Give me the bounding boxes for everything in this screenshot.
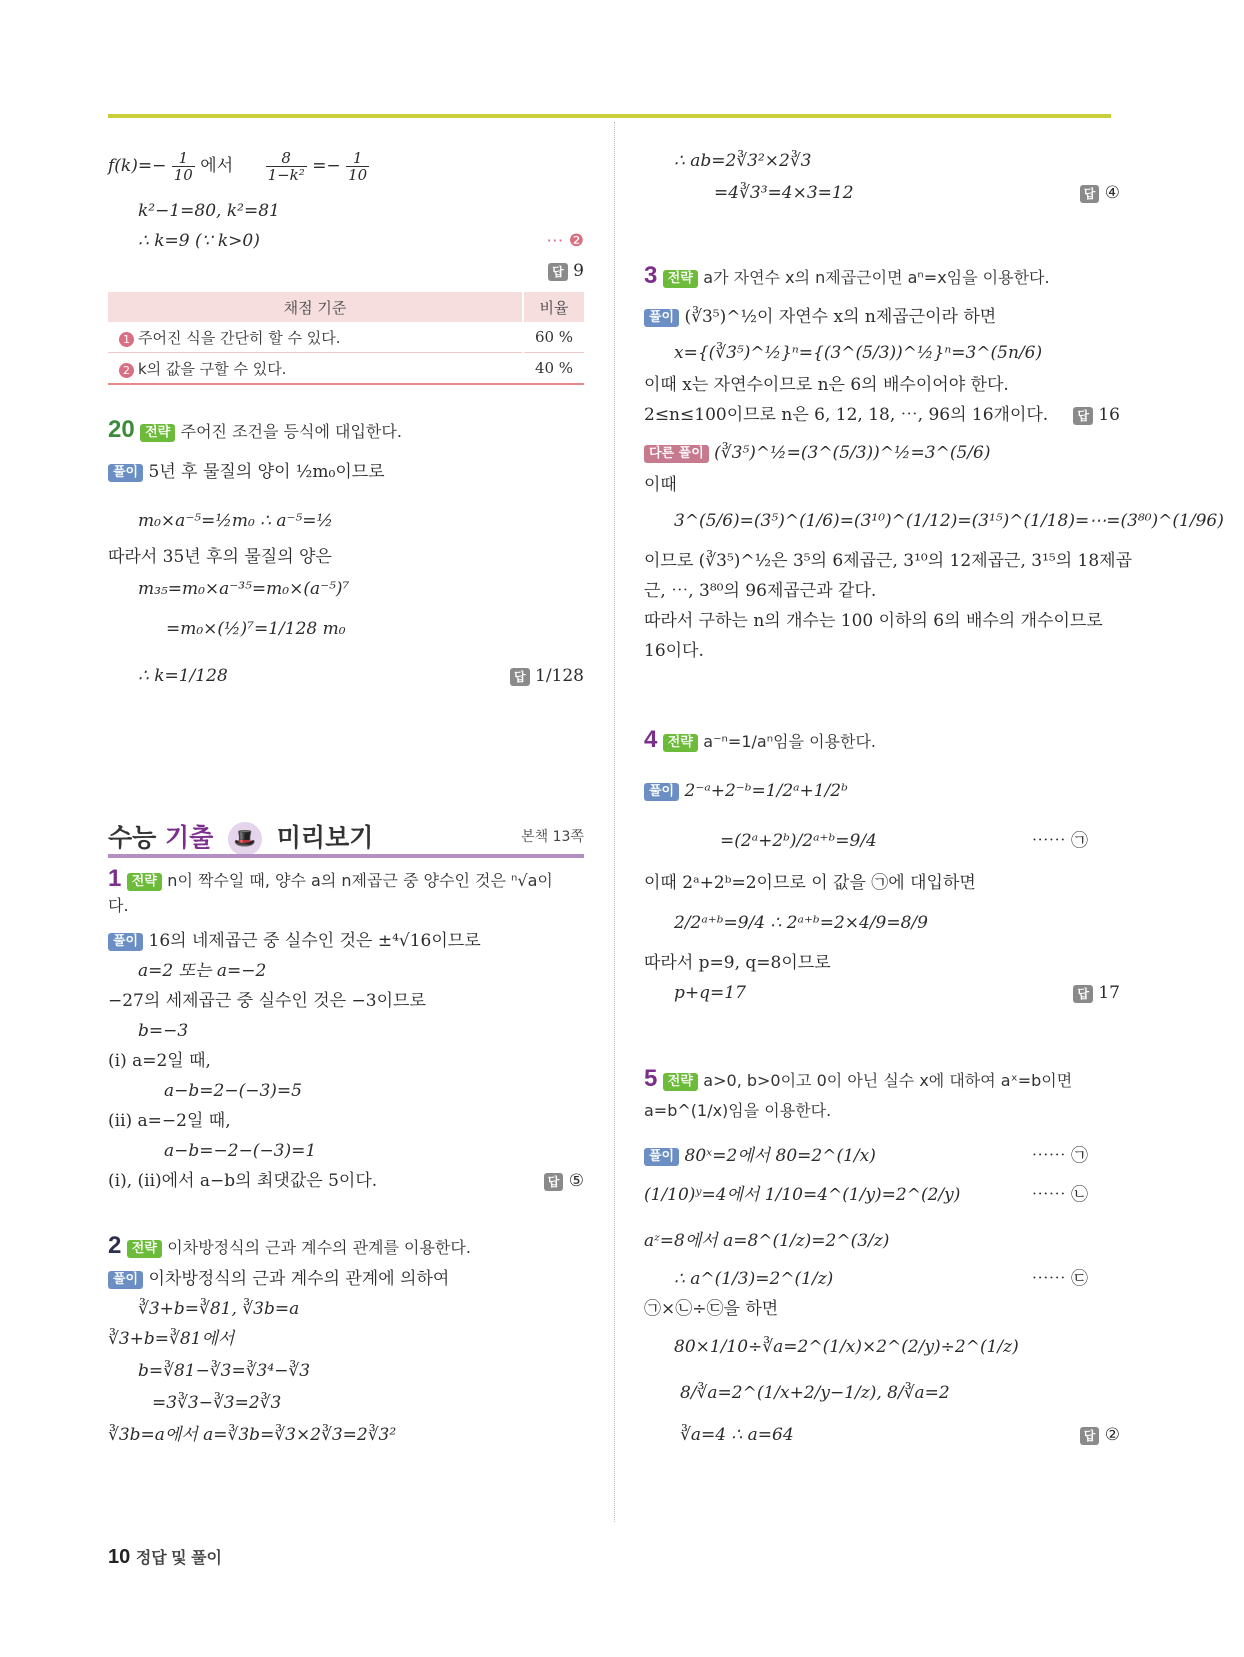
q5-line-5: ㉠×㉡÷㉢을 하면: [644, 1299, 779, 1319]
answer-20: 답 1/128: [510, 665, 584, 687]
page-footer: [108, 1545, 222, 1569]
question-20-header: 20 전략 주어진 조건을 등식에 대입한다.: [108, 416, 402, 443]
fraction: $\frac{1}{10}$: [348, 149, 368, 184]
q2-solution-1: 풀이 이차방정식의 근과 계수의 관계에 의하여: [108, 1268, 449, 1290]
q3-line-3: 이때 x는 자연수이므로 n은 6의 배수이어야 한다.: [644, 375, 1009, 395]
q1-line-2: a=2 또는 a=−2: [138, 961, 267, 981]
q4-line-4: 2/2ᵃ⁺ᵇ=9/4 ∴ 2ᵃ⁺ᵇ=2×4/9=8/9: [674, 913, 928, 933]
q2-line-5: =3∛3−∛3=2∛3: [152, 1393, 282, 1413]
q3-alt-7: 16이다.: [644, 641, 704, 661]
q1-line-7: (ii) a=−2일 때,: [108, 1111, 231, 1131]
answer-4: 답 17: [1073, 982, 1120, 1004]
top-rule: [108, 114, 1111, 118]
q5-line-6: 80×1/10÷∛a=2^(1/x)×2^(2/y)÷2^(1/z): [674, 1337, 1019, 1357]
prev-line-3: ∴ k=9 (∵ k>0): [138, 231, 260, 251]
solution-label: 풀이: [108, 933, 143, 951]
q20-line-3: 따라서 35년 후의 물질의 양은: [108, 547, 332, 567]
q2cont-line-2: =4∛3³=4×3=12: [714, 183, 854, 203]
q5-line-3: aᶻ=8에서 a=8^(1/z)=2^(3/z): [644, 1231, 890, 1251]
strategy-label: 전략: [140, 424, 175, 442]
answer-1: 답 ⑤: [544, 1170, 584, 1192]
question-4-header: 4 전략 a⁻ⁿ=1/aⁿ임을 이용한다.: [644, 726, 876, 753]
grading-table: [108, 292, 584, 385]
q3-alt-5: 근, ⋯, 3⁸⁰의 96제곱근과 같다.: [644, 581, 877, 601]
strategy-label: 전략: [663, 270, 698, 288]
alt-solution-label: 다른 풀이: [644, 445, 709, 463]
answer-label: 답: [1080, 1427, 1100, 1445]
q2-line-3: ∛3+b=∛81에서: [108, 1329, 235, 1349]
q4-line-2: =(2ᵃ+2ᵇ)/2ᵃ⁺ᵇ=9/4: [720, 831, 877, 851]
q2-line-6: ∛3b=a에서 a=∛3b=∛3×2∛3=2∛3²: [108, 1425, 397, 1445]
answer-label: 답: [1080, 185, 1100, 203]
q3-line-2: x={(∛3⁵)^½}ⁿ={(3^(5/3))^½}ⁿ=3^(5n/6): [674, 343, 1043, 363]
q5-line-7: 8/∛a=2^(1/x+2/y−1/z), 8/∛a=2: [680, 1383, 950, 1403]
q20-line-2: m₀×a⁻⁵=½m₀ ∴ a⁻⁵=½: [138, 511, 334, 531]
q2cont-line-1: ∴ ab=2∛3²×2∛3: [674, 151, 812, 171]
solution-label: 풀이: [644, 783, 679, 801]
step-2-icon: 2: [119, 363, 134, 378]
q1-line-8: a−b=−2−(−3)=1: [164, 1141, 317, 1161]
prev-line-1: f(k)=− $\frac{1}{10}$ 에서 $\frac{8}{\text{1−k²}}$ =− $\frac{1}{10}$: [108, 149, 368, 184]
q2-line-4: b=∛81−∛3=∛3⁴−∛3: [138, 1361, 311, 1381]
q2-line-2: ∛3+b=∛81, ∛3b=a: [138, 1299, 300, 1319]
q5-marker-1: ⋯⋯ ㉠: [1031, 1146, 1088, 1166]
q1-strategy-2: 다.: [108, 896, 129, 915]
q4-line-5: 따라서 p=9, q=8이므로: [644, 953, 831, 973]
prev-line-2: k²−1=80, k²=81: [138, 201, 280, 221]
q5-solution-1: 풀이 80ˣ=2에서 80=2^(1/x): [644, 1145, 876, 1167]
strategy-label: 전략: [127, 1240, 162, 1258]
q20-line-6: ∴ k=1/128: [138, 666, 228, 686]
q5-line-2: (1/10)ʸ=4에서 1/10=4^(1/y)=2^(2/y): [644, 1185, 961, 1205]
answer-label: 답: [1073, 407, 1093, 425]
table-row: 2 k의 값을 구할 수 있다. 40 %: [108, 353, 584, 385]
fraction: $\frac{8}{\text{1−k²}}$: [267, 149, 305, 184]
q1-line-9: (i), (ii)에서 a−b의 최댓값은 5이다.: [108, 1171, 378, 1191]
q3-alt-2: 이때: [644, 475, 677, 495]
q1-line-4: b=−3: [138, 1021, 189, 1041]
q4-line-3: 이때 2ᵃ+2ᵇ=2이므로 이 값을 ㉠에 대입하면: [644, 873, 976, 893]
q20-line-5: =m₀×(½)⁷=1/128 m₀: [166, 619, 346, 639]
section-title: 수능 기출 🎩 미리보기: [108, 818, 373, 856]
q1-line-5: (i) a=2일 때,: [108, 1051, 211, 1071]
q3-alt-6: 따라서 구하는 n의 개수는 100 이하의 6의 배수의 개수이므로: [644, 611, 1103, 631]
answer-3: 답 16: [1073, 404, 1120, 426]
table-row: 1 주어진 식을 간단히 할 수 있다. 60 %: [108, 322, 584, 353]
solution-label: 풀이: [644, 309, 679, 327]
answer-prev: 답 9: [548, 260, 584, 282]
q3-alt-3: 3^(5/6)=(3⁵)^(1/6)=(3¹⁰)^(1/12)=(3¹⁵)^(1/18)=⋯=(3⁸⁰)^(1/96): [674, 511, 1224, 531]
grading-header-rate: 비율: [523, 292, 584, 322]
solution-label: 풀이: [108, 1271, 143, 1289]
q1-line-6: a−b=2−(−3)=5: [164, 1081, 302, 1101]
answer-label: 답: [544, 1173, 564, 1191]
strategy-label: 전략: [127, 873, 162, 891]
solution-label: 풀이: [644, 1148, 679, 1166]
column-divider: [614, 122, 615, 1522]
answer-label: 답: [1073, 985, 1093, 1003]
footer-title: 정답 및 풀이: [135, 1550, 222, 1567]
step-marker-2: ⋯ ❷: [546, 231, 584, 251]
strategy-label: 전략: [663, 734, 698, 752]
grading-header-criteria: 채점 기준: [108, 292, 523, 322]
question-1-header: 1 전략 n이 짝수일 때, 양수 a의 n제곱근 중 양수인 것은 ⁿ√a이: [108, 865, 553, 892]
question-5-header: 5 전략 a>0, b>0이고 0이 아닌 실수 x에 대하여 aˣ=b이면: [644, 1065, 1073, 1092]
answer-label: 답: [510, 668, 530, 686]
rabbit-hat-icon: 🎩: [228, 822, 262, 856]
q4-solution-1: 풀이 2⁻ᵃ+2⁻ᵇ=1/2ᵃ+1/2ᵇ: [644, 780, 848, 802]
q20-line-4: m₃₅=m₀×a⁻³⁵=m₀×(a⁻⁵)⁷: [138, 579, 350, 599]
q3-alt-4: 이므로 (∛3⁵)^½은 3⁵의 6제곱근, 3¹⁰의 12제곱근, 3¹⁵의 18제곱: [644, 551, 1133, 571]
q5-line-8: ∛a=4 ∴ a=64: [680, 1425, 794, 1445]
q5-line-4: ∴ a^(1/3)=2^(1/z): [674, 1269, 834, 1289]
q4-marker-1: ⋯⋯ ㉠: [1031, 831, 1088, 851]
q3-solution-1: 풀이 (∛3⁵)^½이 자연수 x의 n제곱근이라 하면: [644, 306, 996, 328]
answer-2: 답 ④: [1080, 182, 1120, 204]
question-3-header: 3 전략 a가 자연수 x의 n제곱근이면 aⁿ=x임을 이용한다.: [644, 262, 1050, 289]
answer-5: 답 ②: [1080, 1424, 1120, 1446]
q4-line-6: p+q=17: [674, 983, 746, 1003]
q5-strategy-2: a=b^(1/x)임을 이용한다.: [644, 1101, 832, 1120]
strategy-label: 전략: [663, 1073, 698, 1091]
fraction: $\frac{1}{10}$: [173, 149, 193, 184]
q5-marker-3: ⋯⋯ ㉢: [1031, 1269, 1088, 1289]
q5-marker-2: ⋯⋯ ㉡: [1031, 1185, 1088, 1205]
q3-line-4: 2≤n≤100이므로 n은 6, 12, 18, ⋯, 96의 16개이다.: [644, 405, 1049, 425]
answer-label: 답: [548, 263, 568, 281]
page-reference: 본책 13쪽: [521, 829, 584, 845]
page-number: 10: [108, 1546, 131, 1568]
solution-label: 풀이: [108, 464, 143, 482]
question-2-header: 2 전략 이차방정식의 근과 계수의 관계를 이용한다.: [108, 1232, 471, 1259]
q20-solution-1: 풀이 5년 후 물질의 양이 ½m₀이므로: [108, 461, 385, 483]
section-underline: [108, 854, 584, 858]
q3-alt-1: 다른 풀이 (∛3⁵)^½=(3^(5/3))^½=3^(5/6): [644, 442, 990, 464]
step-1-icon: 1: [119, 332, 134, 347]
q1-solution-1: 풀이 16의 네제곱근 중 실수인 것은 ±⁴√16이므로: [108, 930, 481, 952]
q1-line-3: −27의 세제곱근 중 실수인 것은 −3이므로: [108, 991, 426, 1011]
